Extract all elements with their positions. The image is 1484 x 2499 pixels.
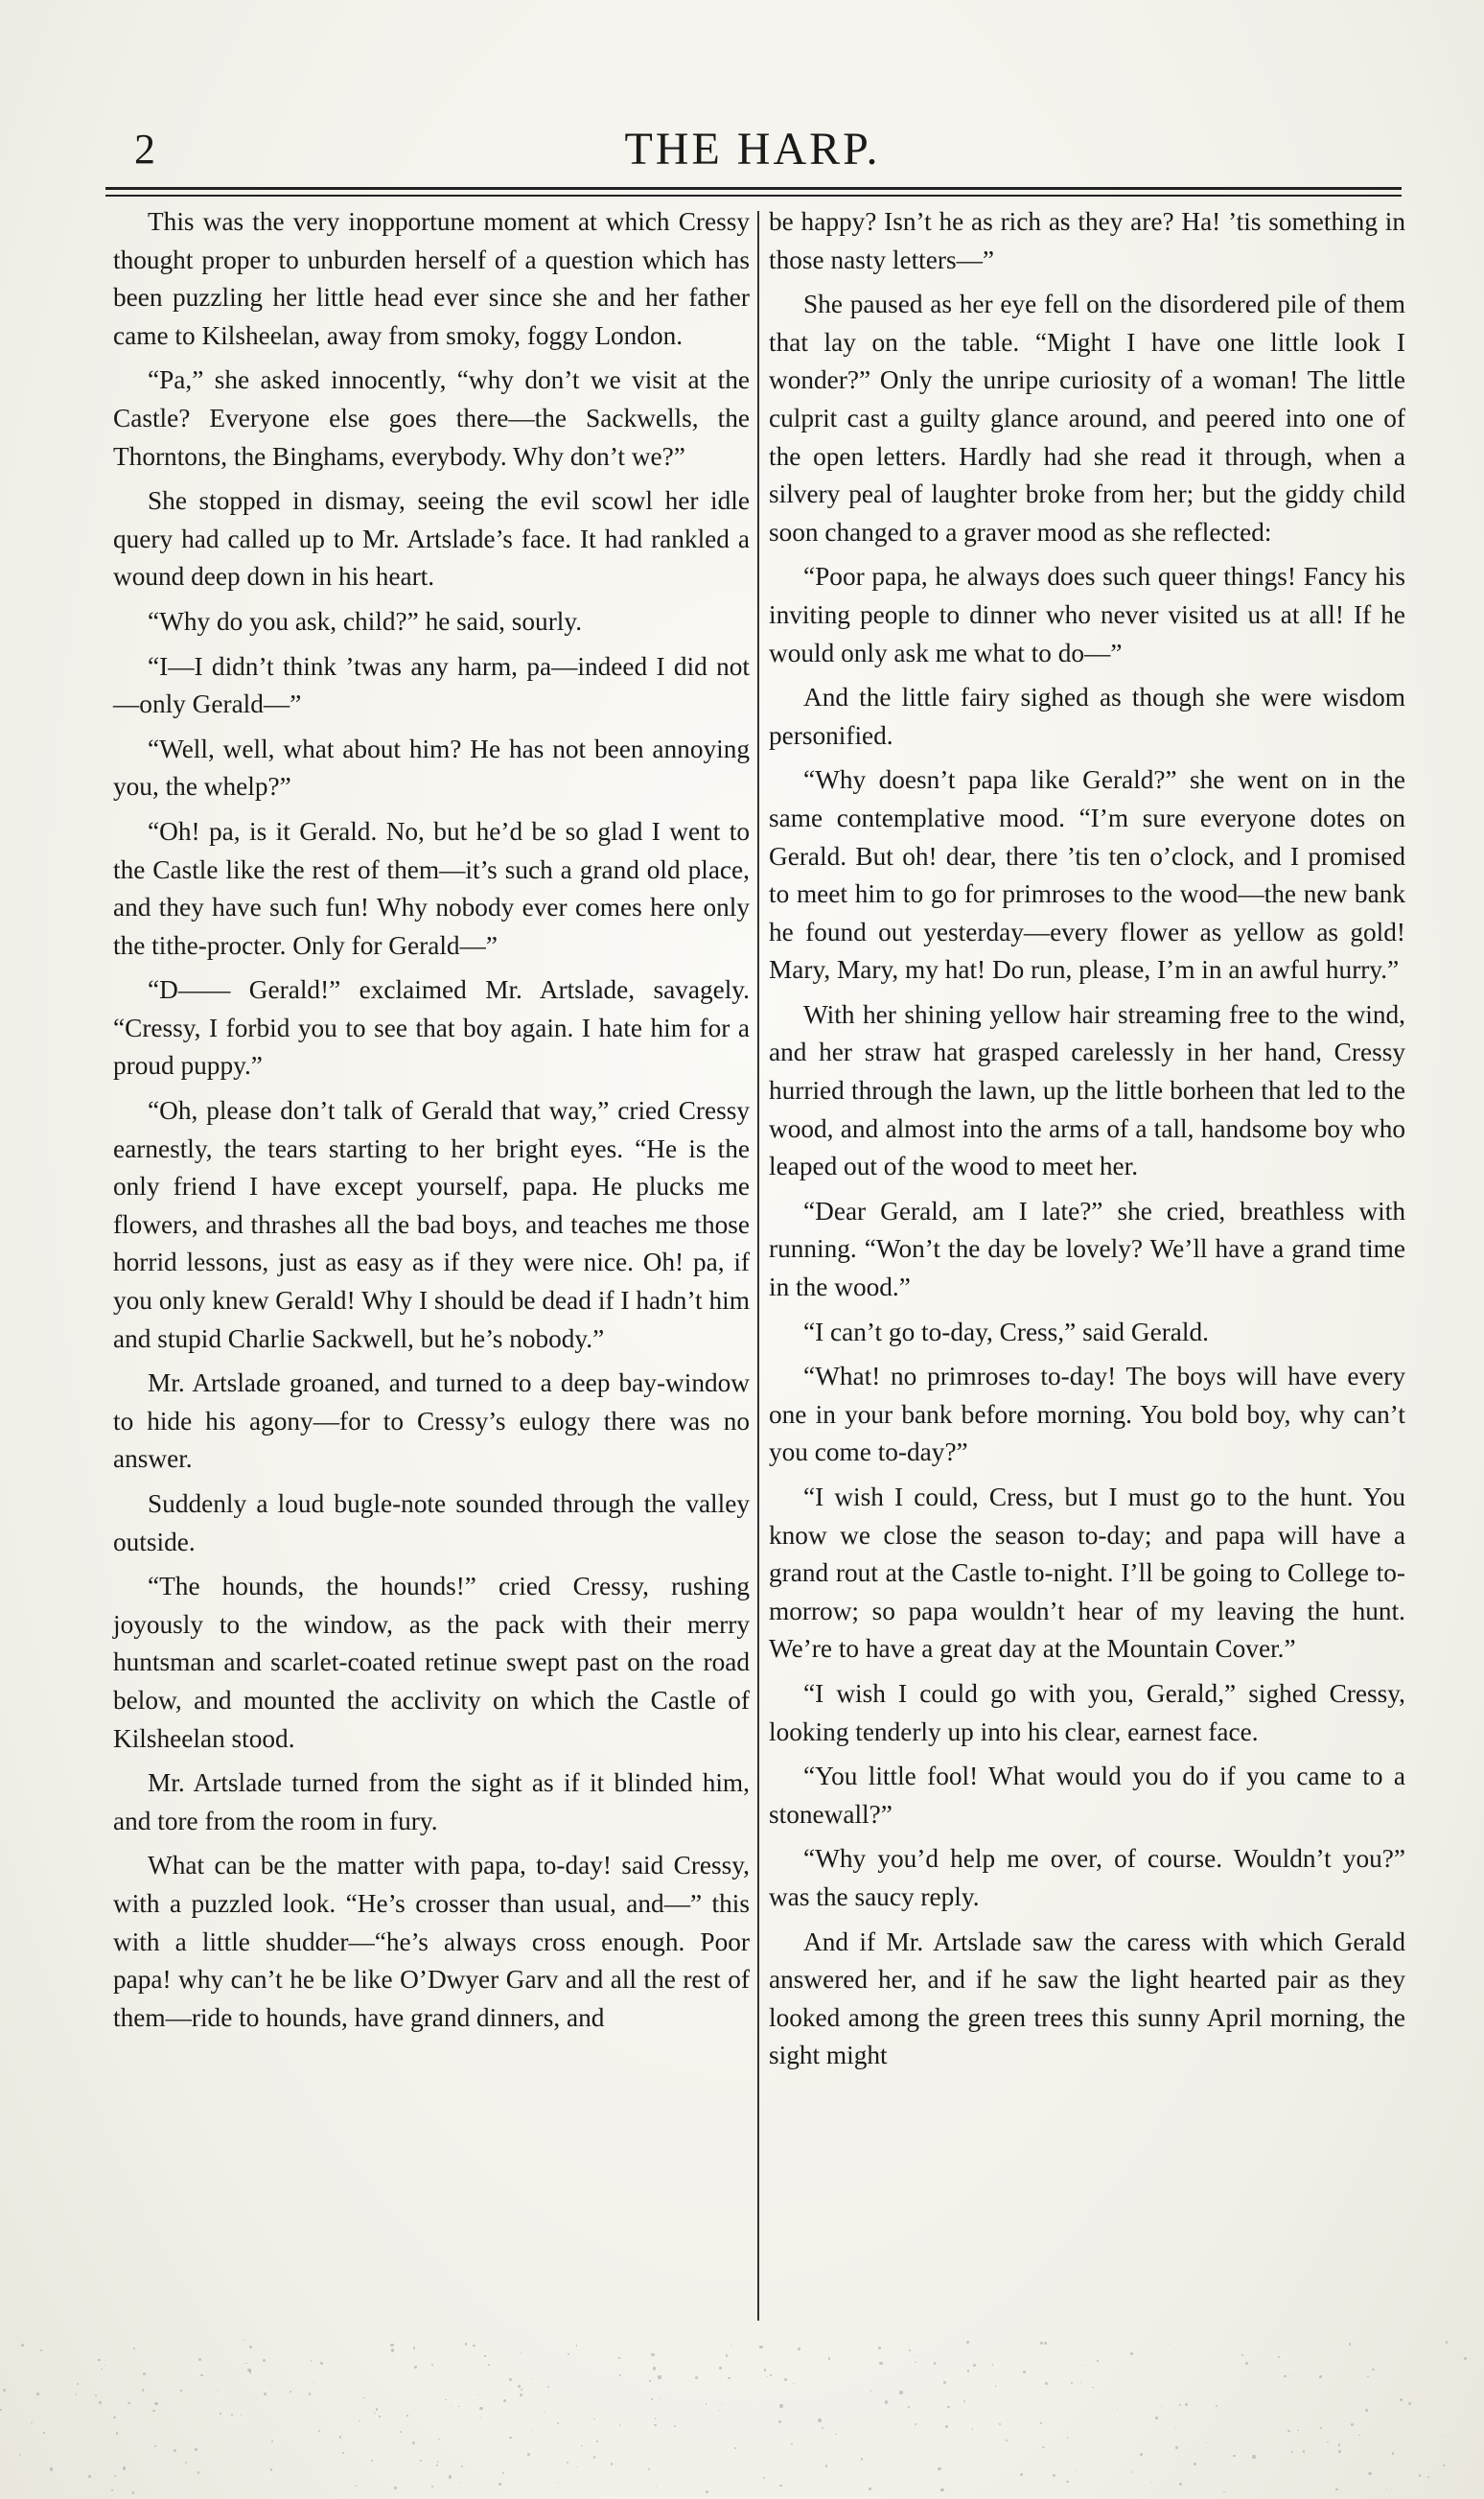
- paper-speck: [596, 2441, 598, 2442]
- paper-speck: [363, 2397, 365, 2399]
- paper-speck: [437, 2461, 439, 2463]
- paper-speck: [509, 2378, 512, 2381]
- paper-speck: [143, 2372, 146, 2375]
- paper-speck: [420, 2460, 422, 2462]
- paper-speck: [1327, 2441, 1328, 2442]
- paper-speck: [1140, 2453, 1143, 2456]
- paragraph: “I—I didn’t think ’twas any harm, pa—indeed I did not—only Gerald—”: [113, 651, 750, 719]
- paper-speck: [1338, 2443, 1340, 2445]
- paper-speck: [763, 2477, 765, 2479]
- paragraph: “You little fool! What would you do if you came to a stonewall?”: [769, 1762, 1405, 1829]
- paper-speck: [1044, 2342, 1047, 2345]
- paper-speck: [502, 2472, 504, 2474]
- paper-speck: [870, 2390, 871, 2391]
- paper-speck: [943, 2381, 946, 2384]
- paper-speck: [835, 2434, 837, 2436]
- paper-speck: [1446, 2341, 1449, 2344]
- paper-speck: [1020, 2473, 1023, 2476]
- paper-speck: [1161, 2406, 1162, 2407]
- paper-speck: [995, 2385, 996, 2386]
- paper-speck: [825, 2464, 828, 2467]
- paper-speck: [270, 2468, 272, 2470]
- paper-speck: [1206, 2442, 1207, 2443]
- paper-speck: [77, 2383, 79, 2385]
- paper-speck: [1044, 2447, 1045, 2448]
- paper-speck: [999, 2423, 1001, 2425]
- paper-speck: [1132, 2471, 1134, 2473]
- paper-speck: [869, 2487, 871, 2490]
- paragraph: This was the very inopportune moment at which Cressy thought proper to unburden herself of a question which has been puzzling her little head ever since she and her father came to Kilsheelan, away from smoky, foggy London.: [113, 207, 750, 350]
- paper-speck: [460, 2482, 462, 2484]
- paper-speck: [264, 2393, 267, 2395]
- paper-speck: [1278, 2356, 1280, 2358]
- paper-speck: [1320, 2427, 1322, 2429]
- paragraph: “D—— Gerald!” exclaimed Mr. Artslade, savagely. “Cressy, I forbid you to see that boy again. I hate him for a proud puppy.”: [113, 975, 750, 1081]
- paper-speck: [1175, 2428, 1176, 2429]
- paper-speck: [938, 2467, 940, 2470]
- paper-speck: [1071, 2382, 1073, 2384]
- paper-speck: [231, 2414, 233, 2416]
- paper-speck: [915, 2355, 916, 2356]
- paper-speck: [822, 2427, 823, 2429]
- paper-speck: [311, 2360, 312, 2361]
- paper-speck: [1066, 2481, 1069, 2484]
- paper-speck: [547, 2386, 550, 2389]
- paper-speck: [706, 2403, 707, 2404]
- paragraph: “I can’t go to-day, Cress,” said Gerald.: [803, 1317, 1209, 1346]
- paper-speck: [1194, 2463, 1196, 2465]
- paragraph: “The hounds, the hounds!” cried Cressy, rushing joyously to the window, as the pack with their merry huntsman and scarlet-coated retinue swept past on the road below, and mounted the acclivity on which the Castle of Kilsheelan stood.: [113, 1572, 750, 1753]
- paper-speck: [31, 2422, 32, 2423]
- paper-speck: [527, 2453, 530, 2456]
- paper-speck: [1006, 2440, 1008, 2441]
- paper-speck: [1287, 2430, 1289, 2432]
- paper-speck: [99, 2401, 102, 2404]
- paper-speck: [973, 2364, 976, 2367]
- paper-speck: [1175, 2446, 1178, 2449]
- paper-speck: [1080, 2382, 1081, 2383]
- paper-speck: [509, 2437, 511, 2439]
- paper-speck: [1392, 2452, 1394, 2454]
- page-title: THE HARP.: [624, 124, 881, 175]
- paper-speck: [95, 2394, 97, 2396]
- paper-speck: [339, 2436, 341, 2438]
- paper-speck: [1443, 2464, 1445, 2466]
- paper-speck: [451, 2406, 452, 2407]
- paper-speck: [185, 2462, 187, 2464]
- paragraph: “Well, well, what about him? He has not been annoying you, the whelp?”: [113, 734, 750, 802]
- paper-speck: [309, 2393, 312, 2395]
- paper-speck: [1097, 2360, 1099, 2362]
- paper-speck: [1372, 2369, 1375, 2371]
- paper-speck: [879, 2362, 882, 2365]
- paper-speck: [376, 2408, 379, 2411]
- paper-speck: [1233, 2455, 1236, 2458]
- paper-speck: [394, 2487, 397, 2489]
- paper-speck: [1179, 2483, 1182, 2486]
- paper-speck: [1338, 2450, 1341, 2453]
- article-columns: [113, 203, 1405, 2351]
- paper-speck: [113, 2417, 116, 2419]
- paper-speck: [50, 2467, 53, 2470]
- paper-speck: [778, 2420, 781, 2423]
- paper-speck: [764, 2369, 767, 2371]
- paper-speck: [1023, 2371, 1026, 2373]
- paper-speck: [576, 2466, 577, 2467]
- paper-speck: [791, 2443, 793, 2445]
- paper-speck: [21, 2344, 24, 2347]
- paper-speck: [98, 2359, 100, 2361]
- paper-speck: [1045, 2382, 1048, 2385]
- paper-speck: [593, 2456, 596, 2459]
- paper-speck: [142, 2389, 145, 2392]
- paper-speck: [798, 2347, 800, 2350]
- paper-speck: [133, 2347, 135, 2349]
- paper-speck: [828, 2357, 830, 2359]
- paper-speck: [342, 2452, 344, 2454]
- paper-speck: [1367, 2376, 1368, 2377]
- paper-speck: [719, 2367, 721, 2369]
- paper-speck: [1445, 2436, 1446, 2437]
- paper-speck: [619, 2424, 620, 2425]
- paper-speck: [200, 2374, 203, 2377]
- paper-speck: [1092, 2387, 1094, 2389]
- paper-speck: [531, 2430, 532, 2431]
- paper-speck: [290, 2391, 291, 2393]
- paper-speck: [480, 2417, 481, 2418]
- paper-speck: [479, 2407, 482, 2410]
- paper-speck: [1400, 2398, 1403, 2401]
- paper-speck: [558, 2482, 559, 2483]
- paper-speck: [180, 2390, 182, 2392]
- paper-speck: [915, 2423, 916, 2425]
- paragraph: She paused as her eye fell on the disordered pile of them that lay on the table. “Might I have one little look I wonder?” Only the unripe curiosity of a woman! The little culprit cast a guilty glance around, and peered into one of the open letters. Hardly had she read it through, when a silvery peal of laughter broke from her; but the giddy child soon changed to a graver mood as she reflected:: [769, 290, 1405, 547]
- paper-speck: [992, 2364, 994, 2366]
- paper-speck: [908, 2406, 910, 2408]
- paper-speck: [972, 2428, 974, 2430]
- paper-speck: [301, 2435, 302, 2436]
- paper-speck: [1067, 2437, 1069, 2439]
- paper-speck: [719, 2410, 720, 2411]
- paragraph: be happy? Isn’t he as rich as they are? Ha! ’tis something in those nasty letters—”: [769, 207, 1405, 274]
- paper-speck: [767, 2376, 768, 2377]
- paper-speck: [1358, 2435, 1359, 2436]
- paper-speck: [116, 2432, 118, 2434]
- paper-speck: [104, 2365, 105, 2366]
- paper-speck: [651, 2353, 654, 2356]
- paper-speck: [1241, 2354, 1243, 2356]
- paper-speck: [0, 2409, 2, 2411]
- paper-speck: [674, 2425, 677, 2428]
- paper-speck: [36, 2393, 39, 2395]
- paper-speck: [885, 2400, 888, 2403]
- paper-speck: [313, 2382, 314, 2383]
- paper-speck: [1335, 2488, 1337, 2490]
- paragraph: And if Mr. Artslade saw the caress with which Gerald answered her, and if he saw the light hearted pair as they looked among the green trees this sunny April morning, the sight might: [769, 1927, 1405, 2070]
- paper-speck: [1216, 2405, 1217, 2407]
- paper-speck: [76, 2394, 78, 2395]
- paragraph: “I wish I could go with you, Gerald,” sighed Cressy, looking tenderly up into his clear, earnest face.: [769, 1678, 1405, 1746]
- paper-speck: [1245, 2362, 1248, 2365]
- paper-speck: [413, 2347, 415, 2348]
- paper-speck: [940, 2488, 943, 2491]
- paper-speck: [963, 2400, 965, 2402]
- paper-speck: [945, 2425, 948, 2428]
- paper-speck: [449, 2475, 452, 2478]
- paper-speck: [1419, 2474, 1422, 2477]
- paper-speck: [488, 2364, 490, 2366]
- page-header: [105, 115, 1400, 182]
- paragraph: Suddenly a loud bugle-note sounded through the valley outside.: [113, 1489, 750, 1556]
- paper-speck: [567, 2462, 568, 2464]
- paper-speck: [770, 2374, 772, 2376]
- paper-speck: [195, 2448, 197, 2450]
- paper-speck: [726, 2354, 729, 2357]
- paper-speck: [123, 2466, 126, 2469]
- paper-speck: [651, 2398, 653, 2400]
- paper-speck: [318, 2430, 320, 2432]
- paper-speck: [521, 2389, 522, 2391]
- paper-speck: [245, 2363, 247, 2365]
- paper-speck: [461, 2465, 463, 2467]
- paper-speck: [152, 2410, 155, 2413]
- paper-speck: [269, 2385, 270, 2386]
- paper-speck: [263, 2359, 266, 2362]
- paper-speck: [43, 2432, 45, 2434]
- paper-speck: [1179, 2404, 1181, 2406]
- paper-speck: [1290, 2374, 1291, 2375]
- paper-speck: [649, 2380, 651, 2382]
- page-number: 2: [134, 126, 156, 173]
- paper-speck: [438, 2439, 439, 2440]
- paper-speck: [722, 2403, 723, 2404]
- paper-speck: [379, 2416, 380, 2417]
- paper-speck: [1082, 2365, 1083, 2366]
- paper-speck: [1319, 2375, 1322, 2378]
- paper-speck: [728, 2377, 730, 2380]
- paper-speck: [218, 2391, 219, 2392]
- paper-speck: [154, 2445, 156, 2447]
- paragraph: With her shining yellow hair streaming free to the wind, and her straw hat grasped carelessly in her hand, Cressy hurried through the lawn, up the little borheen that led to the wood, and almost into the arms of a tall, handsome boy who leaped out of the wood to meet her.: [769, 999, 1405, 1181]
- paper-speck: [132, 2491, 134, 2493]
- paper-speck: [101, 2369, 102, 2370]
- paper-speck: [899, 2391, 902, 2394]
- paper-speck: [1297, 2430, 1298, 2431]
- paper-speck: [947, 2406, 949, 2408]
- column-divider: [757, 211, 759, 2321]
- paper-speck: [400, 2431, 402, 2433]
- paper-speck: [1365, 2409, 1368, 2412]
- paper-speck: [878, 2347, 881, 2349]
- paper-speck: [465, 2343, 467, 2345]
- paper-speck: [436, 2464, 438, 2466]
- paper-speck: [1303, 2450, 1305, 2452]
- paper-speck: [1386, 2488, 1387, 2489]
- paper-speck: [414, 2366, 417, 2369]
- paper-speck: [967, 2370, 970, 2372]
- paper-speck: [1408, 2402, 1411, 2405]
- paper-speck: [593, 2418, 595, 2420]
- paragraph: Mr. Artslade turned from the sight as if it blinded him, and tore from the room in fury.: [113, 1768, 750, 1835]
- paper-speck: [1464, 2357, 1467, 2360]
- paragraph: “Oh, please don’t talk of Gerald that way,” cried Cressy earnestly, the tears starting to her bright eyes. “He is the only friend I have except yourself, papa. He plucks me flowers, and thrashes all the bad boys, and teaches me those horrid lessons, just as easy as if they were nice. Oh! pa, if you only knew Gerald! Why I should be dead if I hadn’t him and stupid Charlie Sackwell, but he’s nobody.”: [113, 1096, 750, 1353]
- paper-speck: [3, 2389, 6, 2392]
- paper-speck: [1155, 2417, 1158, 2419]
- paper-speck: [934, 2362, 936, 2364]
- paragraph: “Poor papa, he always does such queer things! Fancy his inviting people to dinner who never visited us at all! If he would only ask me what to do—”: [769, 562, 1405, 667]
- right-column: [769, 203, 1405, 2082]
- paragraph: And the little fairy sighed as though she were wisdom personified.: [769, 683, 1405, 750]
- paper-speck: [114, 2475, 116, 2477]
- paper-speck: [431, 2364, 433, 2366]
- paper-speck: [5, 2469, 6, 2470]
- paper-speck: [445, 2399, 447, 2401]
- paper-speck: [779, 2485, 781, 2487]
- paper-speck: [618, 2357, 619, 2358]
- paper-speck: [477, 2394, 478, 2395]
- paper-speck: [734, 2447, 736, 2449]
- paper-speck: [1150, 2482, 1151, 2483]
- paper-speck: [611, 2463, 613, 2464]
- paper-speck: [412, 2441, 415, 2444]
- paper-speck: [271, 2441, 273, 2442]
- paper-speck: [499, 2483, 501, 2486]
- paper-speck: [695, 2376, 698, 2379]
- paper-speck: [576, 2345, 578, 2347]
- paragraph: “What! no primroses to-day! The boys will have every one in your bank before morning. You bold boy, why can’t you come to-day?”: [769, 1362, 1405, 1467]
- header-rule-thick: [105, 187, 1402, 190]
- paper-speck: [909, 2349, 911, 2351]
- paper-speck: [655, 2417, 657, 2419]
- paper-speck: [128, 2402, 130, 2405]
- paper-speck: [818, 2418, 821, 2421]
- paper-speck: [154, 2402, 157, 2405]
- paragraph: “I wish I could, Cress, but I must go to the hunt. You know we close the season to-day; and papa will have a grand rout at the Castle to-night. I’ll be going to College to-morrow; so papa wouldn’t hear of my leaving the hunt. We’re to have a great day at the Mountain Cover.”: [769, 1483, 1405, 1664]
- paper-speck: [503, 2399, 506, 2402]
- paper-speck: [390, 2344, 393, 2347]
- paper-speck: [1130, 2352, 1133, 2355]
- paper-speck: [241, 2415, 242, 2416]
- paragraph: “Why do you ask, child?” he said, sourly.: [148, 606, 583, 636]
- paper-speck: [320, 2362, 323, 2365]
- paper-speck: [1053, 2474, 1055, 2477]
- paper-speck: [174, 2449, 176, 2452]
- paper-speck: [793, 2383, 794, 2384]
- paper-speck: [247, 2369, 250, 2371]
- paragraph: “Dear Gerald, am I late?” she cried, breathless with running. “Won’t the day be lovely? We’ll have a grand time in the wood.”: [769, 1196, 1405, 1302]
- paper-speck: [1223, 2491, 1225, 2493]
- paper-speck: [431, 2486, 433, 2487]
- left-column: [113, 203, 750, 2044]
- paper-speck: [40, 2349, 42, 2351]
- paper-speck: [220, 2413, 221, 2415]
- paper-speck: [557, 2422, 559, 2424]
- paper-speck: [198, 2358, 201, 2361]
- paper-speck: [111, 2489, 113, 2491]
- paper-speck: [1427, 2476, 1429, 2478]
- paper-speck: [355, 2486, 357, 2487]
- paper-speck: [1040, 2422, 1042, 2424]
- paper-speck: [619, 2374, 621, 2376]
- paper-speck: [648, 2468, 650, 2470]
- paper-speck: [1291, 2451, 1293, 2453]
- paragraph: “Why doesn’t papa like Gerald?” she went on in the same contemplative mood. “I’m sure everyone dotes on Gerald. But oh! dear, there ’tis ten o’clock, and I promised to meet him to go for primroses to the wood—the new bank he found out yesterday—every flower as yellow as gold! Mary, Mary, my hat! Do run, please, I’m in an awful hurry.”: [769, 765, 1405, 985]
- paper-speck: [249, 2346, 252, 2348]
- paragraph: “Why you’d help me over, of course. Wouldn’t you?” was the saucy reply.: [769, 1844, 1405, 1911]
- paper-speck: [391, 2348, 394, 2351]
- paper-speck: [706, 2490, 708, 2493]
- paper-speck: [521, 2352, 522, 2353]
- paper-speck: [406, 2415, 407, 2416]
- header-rule-thin: [105, 195, 1402, 197]
- paper-speck: [1252, 2455, 1255, 2458]
- paper-speck: [1117, 2409, 1118, 2410]
- paragraph: She stopped in dismay, seeing the evil scowl her idle query had called up to Mr. Artslade’s face. It had rankled a wound deep down in his heart.: [113, 486, 750, 592]
- paragraph: Mr. Artslade groaned, and turned to a deep bay-window to hide his agony—for to Cressy’s eulogy there was no answer.: [113, 1368, 750, 1474]
- paper-speck: [1368, 2472, 1371, 2475]
- paper-speck: [88, 2475, 91, 2478]
- paper-speck: [915, 2362, 916, 2364]
- paper-speck: [759, 2346, 762, 2348]
- paper-speck: [19, 2454, 20, 2455]
- paper-speck: [1076, 2470, 1077, 2471]
- paragraph: “Pa,” she asked innocently, “why don’t we visit at the Castle? Everyone else goes there—the Sackwells, the Thorntons, the Binghams, everybody. Why don’t we?”: [113, 365, 750, 471]
- paper-speck: [520, 2394, 522, 2396]
- paper-speck: [658, 2375, 661, 2378]
- paper-speck: [359, 2420, 360, 2422]
- paper-speck: [568, 2353, 570, 2356]
- paper-speck: [654, 2424, 656, 2426]
- paper-speck: [197, 2471, 200, 2474]
- paper-speck: [1284, 2375, 1287, 2378]
- paragraph: What can be the matter with papa, to-day! said Cressy, with a puzzled look. “He’s crosser than usual, and—” this with a little shudder—“he’s always cross enough. Poor papa! why can’t he be like O’Dwyer Garv and all the rest of them—ride to hounds, have grand dinners, and: [113, 1851, 750, 2032]
- paper-speck: [371, 2460, 373, 2462]
- paper-speck: [1351, 2423, 1354, 2426]
- paper-speck: [779, 2404, 782, 2407]
- paper-speck: [532, 2378, 533, 2379]
- paragraph: “Oh! pa, is it Gerald. No, but he’d be so glad I went to the Castle like the rest of them—it’s such a grand old place, and they have such fun! Why nobody ever comes here only the tithe-procter. Only for Gerald—”: [113, 816, 750, 960]
- paper-speck: [653, 2367, 656, 2370]
- paper-speck: [784, 2378, 787, 2381]
- paper-speck: [484, 2355, 485, 2356]
- paper-speck: [861, 2458, 864, 2461]
- paper-speck: [1040, 2342, 1043, 2345]
- paper-speck: [615, 2423, 616, 2424]
- paper-speck: [458, 2406, 459, 2407]
- paper-speck: [518, 2385, 521, 2388]
- paper-speck: [1185, 2403, 1188, 2406]
- paper-speck: [581, 2445, 583, 2447]
- paper-speck: [374, 2413, 375, 2414]
